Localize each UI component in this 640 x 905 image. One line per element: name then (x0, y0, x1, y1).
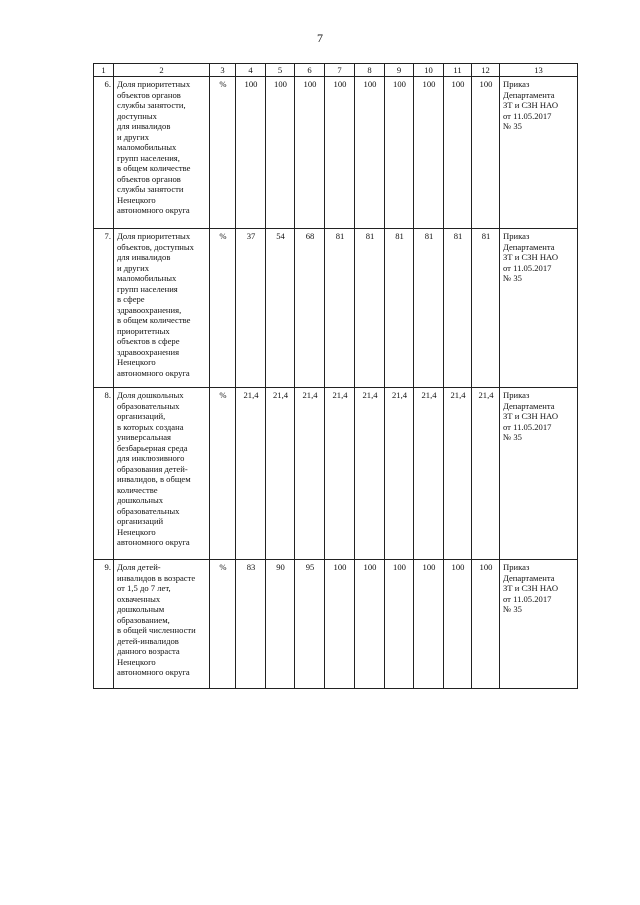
header-cell: 13 (500, 64, 578, 77)
header-cell: 11 (444, 64, 472, 77)
row-number: 6. (94, 77, 114, 229)
value-cell: 81 (355, 229, 385, 388)
value-cell: 90 (266, 560, 295, 689)
value-cell: 37 (236, 229, 266, 388)
value-cell: 100 (236, 77, 266, 229)
table-row (94, 229, 578, 388)
table-row (94, 77, 578, 229)
value-cell: 100 (385, 77, 414, 229)
value-cell: 81 (472, 229, 500, 388)
table-header-row (94, 64, 578, 77)
value-cell: 100 (325, 77, 355, 229)
unit-cell: % (210, 77, 236, 229)
source-cell: Приказ Департамента ЗТ и СЗН НАО от 11.05.2017 № 35 (500, 388, 578, 560)
header-cell: 8 (355, 64, 385, 77)
header-cell: 6 (295, 64, 325, 77)
value-cell: 100 (385, 560, 414, 689)
header-cell: 10 (414, 64, 444, 77)
value-cell: 100 (444, 560, 472, 689)
header-cell: 9 (385, 64, 414, 77)
row-number: 7. (94, 229, 114, 388)
indicator-name: Доля приоритетных объектов органов службы занятости, доступных для инвалидов и других маломобильных групп населения, в общем количестве объектов органов службы занятости Ненецкого автономного округа (114, 77, 210, 229)
value-cell: 81 (444, 229, 472, 388)
row-number: 9. (94, 560, 114, 689)
table-row (94, 560, 578, 689)
unit-cell: % (210, 229, 236, 388)
header-cell: 5 (266, 64, 295, 77)
indicators-table (93, 63, 578, 689)
value-cell: 100 (266, 77, 295, 229)
value-cell: 21,4 (355, 388, 385, 560)
value-cell: 100 (295, 77, 325, 229)
header-cell: 2 (114, 64, 210, 77)
value-cell: 21,4 (295, 388, 325, 560)
header-cell: 12 (472, 64, 500, 77)
value-cell: 21,4 (236, 388, 266, 560)
indicator-name: Доля приоритетных объектов, доступных для инвалидов и других маломобильных групп населения в сфере здравоохранения, в общем количестве приоритетных объектов в сфере здравоохранения Ненецкого автономного округа (114, 229, 210, 388)
header-cell: 3 (210, 64, 236, 77)
value-cell: 100 (355, 77, 385, 229)
value-cell: 95 (295, 560, 325, 689)
value-cell: 100 (444, 77, 472, 229)
header-cell: 1 (94, 64, 114, 77)
value-cell: 21,4 (444, 388, 472, 560)
source-cell: Приказ Департамента ЗТ и СЗН НАО от 11.05.2017 № 35 (500, 560, 578, 689)
source-cell: Приказ Департамента ЗТ и СЗН НАО от 11.05.2017 № 35 (500, 229, 578, 388)
value-cell: 83 (236, 560, 266, 689)
value-cell: 100 (472, 560, 500, 689)
value-cell: 21,4 (472, 388, 500, 560)
value-cell: 68 (295, 229, 325, 388)
value-cell: 100 (472, 77, 500, 229)
value-cell: 81 (325, 229, 355, 388)
source-cell: Приказ Департамента ЗТ и СЗН НАО от 11.05.2017 № 35 (500, 77, 578, 229)
page-number: 7 (317, 31, 323, 45)
table-row (94, 388, 578, 560)
value-cell: 54 (266, 229, 295, 388)
unit-cell: % (210, 560, 236, 689)
header-cell: 4 (236, 64, 266, 77)
row-number: 8. (94, 388, 114, 560)
value-cell: 21,4 (266, 388, 295, 560)
value-cell: 81 (414, 229, 444, 388)
value-cell: 21,4 (325, 388, 355, 560)
value-cell: 100 (355, 560, 385, 689)
value-cell: 21,4 (414, 388, 444, 560)
value-cell: 21,4 (385, 388, 414, 560)
unit-cell: % (210, 388, 236, 560)
value-cell: 100 (414, 77, 444, 229)
indicator-name: Доля детей- инвалидов в возрасте от 1,5 до 7 лет, охваченных дошкольным образованием, в общей численности детей-инвалидов данного возраста Ненецкого автономного округа (114, 560, 210, 689)
value-cell: 81 (385, 229, 414, 388)
header-cell: 7 (325, 64, 355, 77)
indicator-name: Доля дошкольных образовательных организаций, в которых создана универсальная безбарьерная среда для инклюзивного образования детей- инвалидов, в общем количестве дошкольных образовательных организаций Ненецкого автономного округа (114, 388, 210, 560)
value-cell: 100 (414, 560, 444, 689)
value-cell: 100 (325, 560, 355, 689)
